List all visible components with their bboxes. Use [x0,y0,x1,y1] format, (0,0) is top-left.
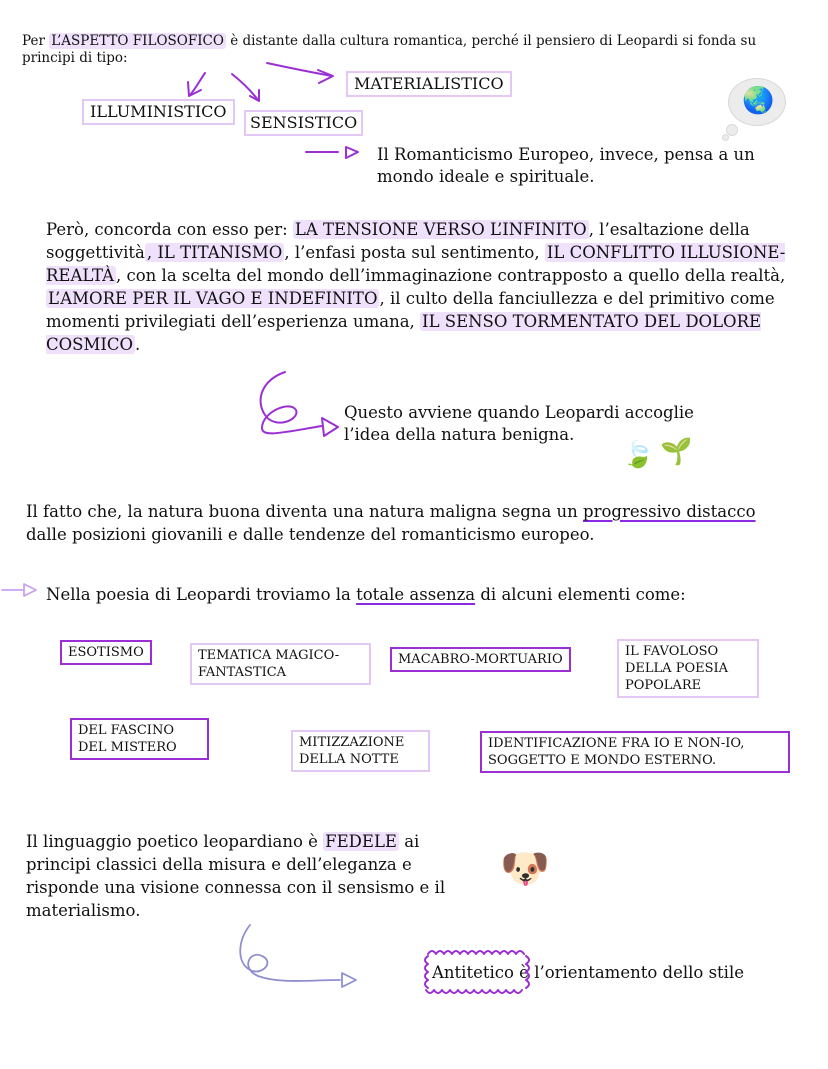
romanticism-note: Il Romanticismo Europeo, invece, pensa a un mondo ideale e spirituale. [377,145,755,186]
tag-sensistico: SENSISTICO [244,110,363,136]
element-favoloso: IL FAVOLOSO DELLA POESIA POPOLARE [617,639,759,698]
absence-paragraph: Nella poesia di Leopardi troviamo la totale assenza di alcuni elementi come: [46,585,686,604]
element-mitizzazione-notte: MITIZZAZIONE DELLA NOTTE [291,730,430,772]
highlight-titanismo: , IL TITANISMO [146,243,283,262]
style-note: Antitetico è l’orientamento dello stile [432,963,744,982]
swirl-arrow-style [240,925,340,981]
tag-illuministico: ILLUMINISTICO [82,99,235,125]
highlight-fedele: FEDELE [325,832,397,851]
intro-paragraph: Per L’ASPETTO FILOSOFICO è distante dalla cultura romantica, perché il pensiero di Leopardi si fonda su principi di tipo: [22,33,757,66]
highlight-conflitto: IL CONFLITTO ILLUSIONE-REALTÀ [46,243,786,285]
antitetico-word: Antitetico [432,963,514,982]
element-magico-fantastica: TEMATICA MAGICO-FANTASTICA [190,643,371,685]
underline-progressivo-distacco: progressivo distacco [583,502,756,521]
element-esotismo: ESOTISMO [60,640,152,665]
element-macabro-mortuario: MACABRO-MORTUARIO [390,647,571,672]
highlight-aspetto-filosofico: L’ASPETTO FILOSOFICO [51,33,224,49]
arrow-to-sensistico [232,74,258,100]
nature-note: Questo avviene quando Leopardi accoglie l’idea della natura benigna. [344,403,694,444]
language-paragraph: Il linguaggio poetico leopardiano è FEDELE ai principi classici della misura e dell’eleganza e risponde una visione connessa con il sensismo e il materialismo. [26,832,446,920]
leaf-icon: 🍃 [622,440,655,470]
dog-icon: 🐶 [500,846,550,892]
seedling-icon: 🌱 [660,437,693,467]
element-identificazione: IDENTIFICAZIONE FRA IO E NON-IO, SOGGETTO E MONDO ESTERNO. [480,731,790,773]
antitetico-squiggle [428,951,524,954]
underline-totale-assenza: totale assenza [356,585,476,604]
tag-materialistico: MATERIALISTICO [346,71,512,97]
arrow-to-materialistico [267,63,332,76]
distance-paragraph: Il fatto che, la natura buona diventa una natura maligna segna un progressivo distacco dalle posizioni giovanili e dalle tendenze del romanticismo europeo. [26,502,756,544]
agreement-paragraph: Però, concorda con esso per: LA TENSIONE VERSO L’INFINITO , l’esaltazione della soggettività , IL TITANISMO , l’enfasi posta sul sentimento, IL CONFLITTO ILLUSIONE-REALTÀ , con la scelta del mondo dell’immaginazione contrapposto a quello della realtà, L’AMORE PER IL VAGO E INDEFINITO , il culto della fanciullezza e del primitivo come momenti privilegiati dell’esperienza umana, IL SENSO TORMENTATO DEL DOLORE COSMICO . [46,220,786,354]
highlight-vago: L’AMORE PER IL VAGO E INDEFINITO [48,289,378,308]
swirl-arrow-nature [261,372,322,433]
highlight-infinito: LA TENSIONE VERSO L’INFINITO [294,220,587,239]
element-fascino-mistero: DEL FASCINO DEL MISTERO [70,718,209,760]
globe-icon: 🌏 [742,86,775,116]
highlight-dolore: IL SENSO TORMENTATO DEL DOLORE COSMICO [46,312,762,354]
